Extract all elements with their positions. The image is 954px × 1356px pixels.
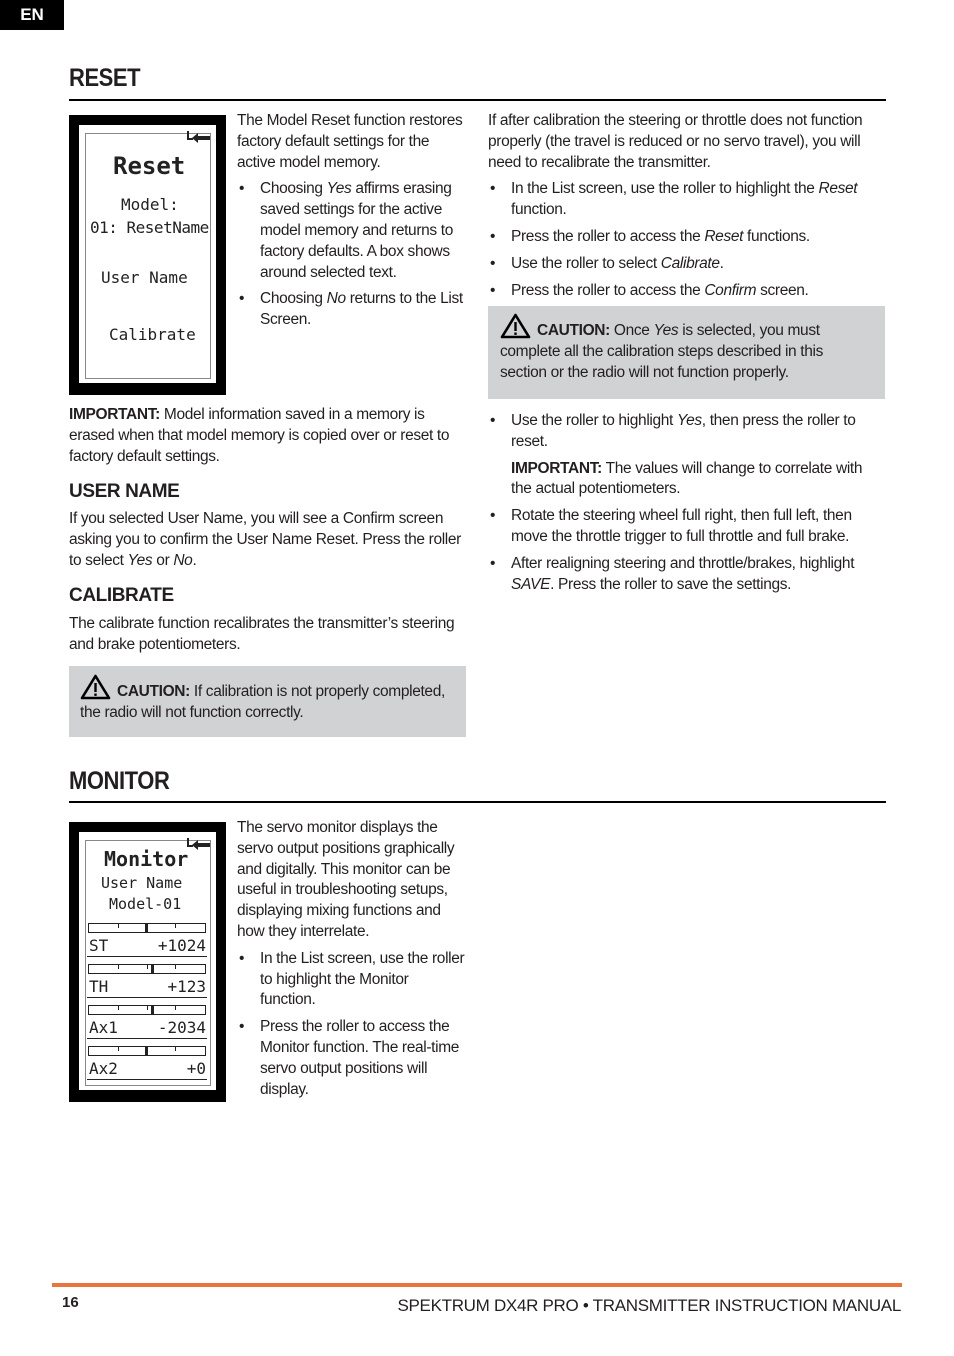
meter-marker: [151, 1005, 154, 1015]
calibrate-heading: CALIBRATE: [69, 585, 174, 606]
meter-marker: [151, 964, 154, 974]
footer-accent-bar: [52, 1283, 902, 1287]
reset-intro-block: [237, 111, 465, 337]
recal-important: IMPORTANT: The values will change to correlate with the actual potentiometers.: [511, 459, 863, 498]
servo-channel-value: +123: [167, 977, 206, 996]
servo-channel-label: TH: [89, 977, 109, 996]
monitor-step-1: • In the List screen, use the roller to highlight the Monitor function.: [239, 949, 465, 1009]
monitor-text-block: [237, 818, 465, 1106]
meter-tick: [118, 923, 119, 928]
monitor-screen-user-name: User Name: [101, 874, 183, 892]
meter-tick: [118, 964, 119, 969]
recal-step-7: • After realigning steering and throttle/brakes, highlight SAVE. Press the roller to save the settings.: [490, 554, 855, 593]
language-tab: EN: [0, 0, 64, 30]
meter-tick: [175, 964, 176, 969]
meter-tick: [147, 964, 148, 969]
reset-bullet-no: • Choosing No returns to the List Screen.: [239, 290, 463, 329]
reset-screen-image: [69, 115, 226, 395]
channel-divider: [87, 956, 207, 957]
servo-channel-value: -2034: [157, 1018, 206, 1037]
right-column-bottom: [488, 411, 886, 601]
meter-tick: [175, 1046, 176, 1051]
monitor-screen-title: Monitor: [104, 847, 189, 871]
meter-tick: [118, 1046, 119, 1051]
meter-tick: [118, 1005, 119, 1010]
reset-important: IMPORTANT: Model information saved in a memory is erased when that model memory is copied over or reset to factory default settings.: [69, 406, 450, 465]
reset-intro: The Model Reset function restores factory default settings for the active model memory.: [237, 112, 463, 171]
meter-marker: [145, 1046, 148, 1056]
channel-divider: [87, 1038, 207, 1039]
servo-meter-th: [88, 964, 206, 974]
user-name-text: If you selected User Name, you will see a Confirm screen asking you to confirm the User Name Reset. Press the roller to select Yes or No.: [69, 510, 461, 569]
monitor-screen-model: Model-01: [109, 895, 182, 913]
servo-channel-value: +1024: [157, 936, 206, 955]
recalibrate-caution-box: CAUTION: Once Yes is selected, you must complete all the calibration steps described in this section or the radio will not function properly.: [488, 306, 885, 399]
calibrate-caution-box: CAUTION: If calibration is not properly completed, the radio will not function correctly.: [69, 666, 466, 737]
servo-meter-ax1: [88, 1005, 206, 1015]
recal-step-1: • In the List screen, use the roller to highlight the Reset function.: [490, 180, 858, 219]
servo-channel-label: Ax1: [89, 1018, 118, 1037]
meter-tick: [175, 1005, 176, 1010]
reset-screen-title: Reset: [113, 152, 186, 180]
warning-triangle-icon: [500, 313, 531, 339]
monitor-heading: MONITOR: [69, 767, 170, 795]
meter-marker: [145, 923, 148, 933]
recalibrate-intro: If after calibration the steering or throttle does not function properly (the travel is reduced or no servo travel), you will need to recalibrate the transmitter.: [488, 112, 863, 171]
reset-screen-calibrate: Calibrate: [109, 325, 196, 344]
recal-step-5: • Use the roller to highlight Yes, then press the roller to reset.: [490, 412, 856, 450]
back-arrow-icon: [186, 130, 212, 146]
channel-divider: [87, 997, 207, 998]
monitor-step-2: • Press the roller to access the Monitor function. The real-time servo output positions will display.: [239, 1018, 460, 1098]
monitor-screen-image: [69, 822, 226, 1102]
page-number: 16: [62, 1294, 79, 1311]
warning-triangle-icon: [80, 674, 111, 700]
meter-tick: [147, 1005, 148, 1010]
reset-bullet-yes: • Choosing Yes affirms erasing saved settings for the active model memory and returns to factory defaults. A box shows around selected text.: [239, 180, 453, 281]
user-name-heading: USER NAME: [69, 481, 180, 502]
reset-screen-user-name: User Name: [101, 268, 188, 287]
servo-meter-ax2: [88, 1046, 206, 1056]
reset-heading: RESET: [69, 64, 141, 92]
monitor-intro: The servo monitor displays the servo output positions graphically and digitally. This monitor can be useful in troubleshooting setups, displaying mixing functions and how they interrelate.: [237, 819, 455, 940]
back-arrow-icon: [186, 837, 212, 853]
recal-step-3: • Use the roller to select Calibrate.: [490, 254, 724, 272]
right-column-top: [488, 111, 886, 307]
servo-channel-value: +0: [186, 1059, 206, 1078]
servo-channel-label: ST: [89, 936, 109, 955]
footer-title: SPEKTRUM DX4R PRO • TRANSMITTER INSTRUCTION MANUAL: [397, 1296, 901, 1315]
monitor-rule: [69, 801, 886, 803]
meter-tick: [175, 923, 176, 928]
reset-rule: [69, 99, 886, 101]
servo-channel-label: Ax2: [89, 1059, 118, 1078]
recal-step-2: • Press the roller to access the Reset functions.: [490, 227, 810, 245]
reset-screen-model-label: Model:: [121, 195, 179, 214]
calibrate-text: The calibrate function recalibrates the transmitter’s steering and brake potentiometers.: [69, 615, 455, 653]
servo-meter-st: [88, 923, 206, 933]
recal-step-4: • Press the roller to access the Confirm screen.: [490, 281, 809, 299]
channel-divider: [87, 1079, 207, 1080]
reset-screen-model-value: 01: ResetName: [90, 218, 209, 237]
recal-step-6: • Rotate the steering wheel full right, then full left, then move the throttle trigger to full throttle and full brake.: [490, 507, 852, 545]
